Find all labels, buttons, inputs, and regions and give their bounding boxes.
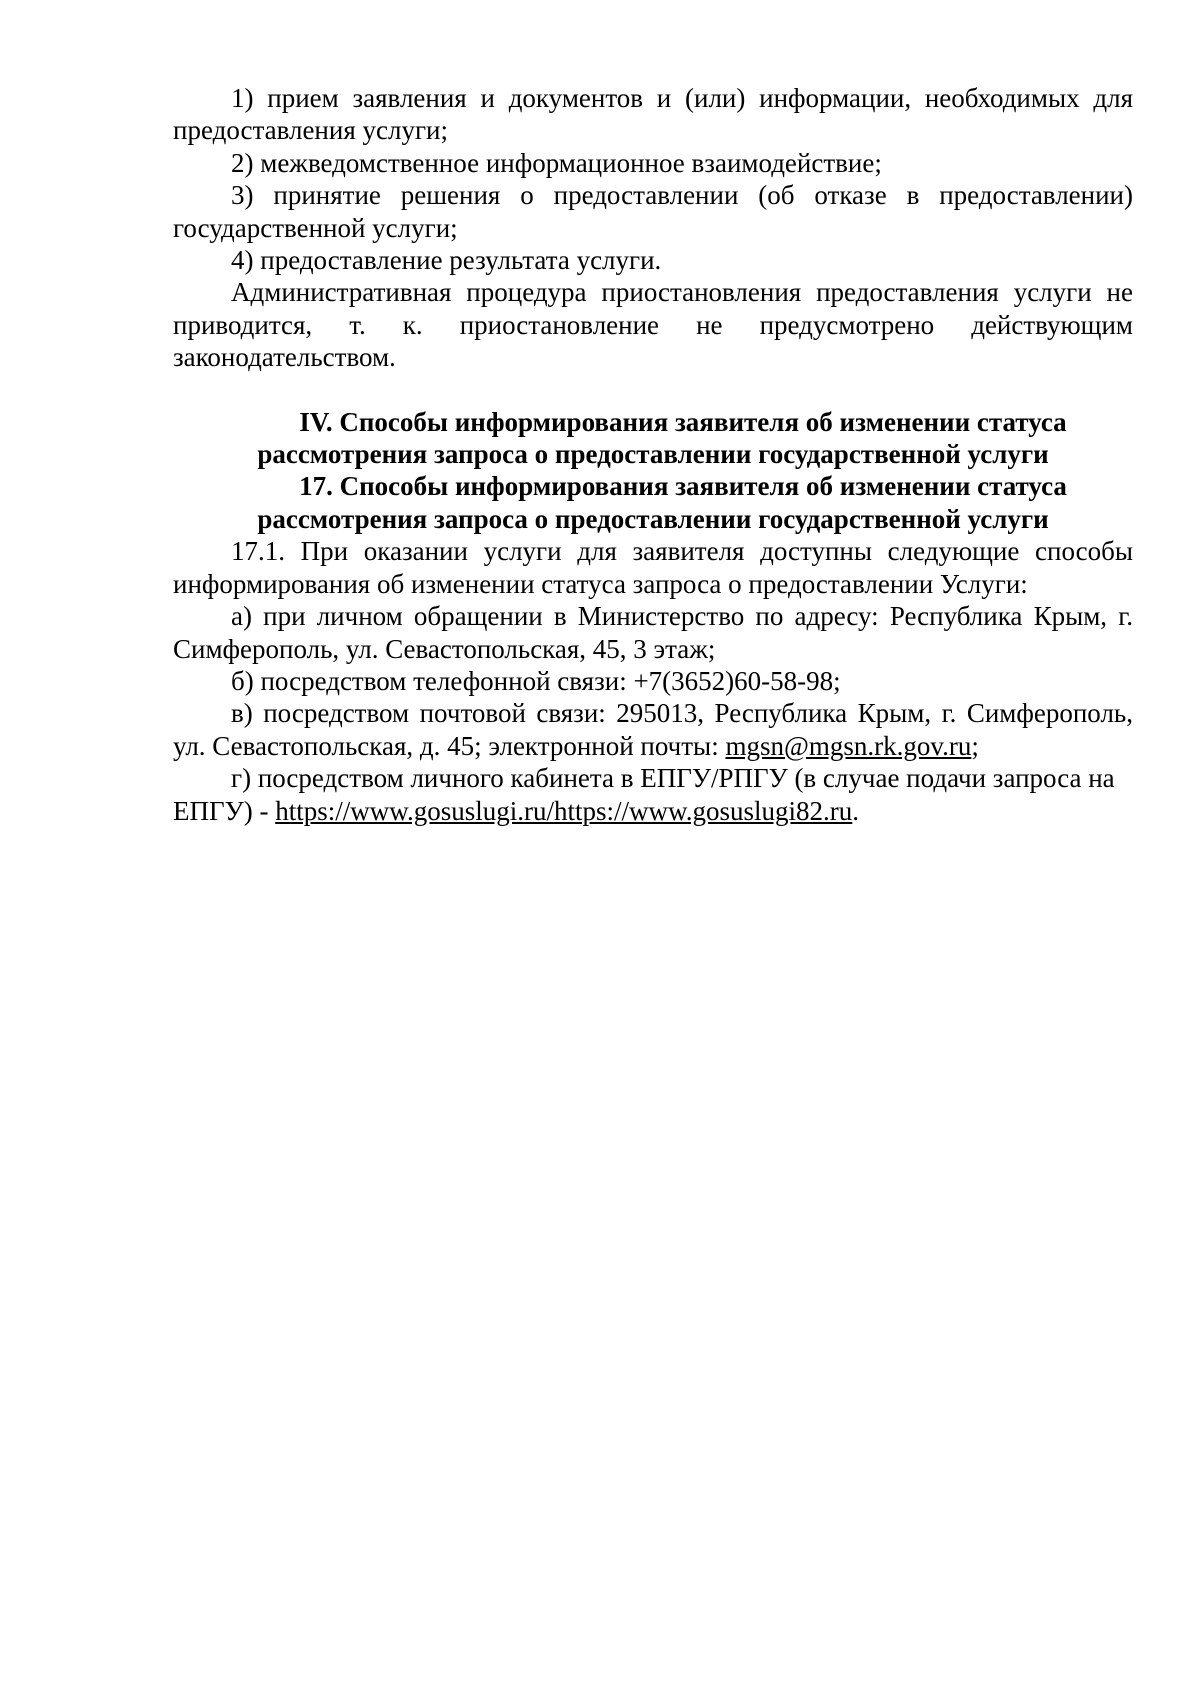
item-v-text: в) посредством почтовой связи: 295013, Республика Крым, г. Симферополь, ул. Севастопольская, д. 45; электронной почты:: [173, 698, 1133, 761]
list-item-4: 4) предоставление результата услуги.: [231, 245, 662, 276]
document-body: [173, 82, 1133, 827]
email-link[interactable]: mgsn@mgsn.rk.gov.ru: [725, 730, 972, 761]
section-iv-heading-line2: рассмотрения запроса о предоставлении государственной услуги: [257, 439, 1049, 470]
section-17-heading-line2: рассмотрения запроса о предоставлении государственной услуги: [257, 503, 1049, 534]
item-g-portal: [173, 762, 1133, 827]
suspension-note: Административная процедура приостановления предоставления услуги не приводится, т. к. приостановление не предусмотрено действующим законодательством.: [173, 277, 1133, 373]
paragraph-17-1: 17.1. При оказании услуги для заявителя доступны следующие способы информирования об изменении статуса запроса о предоставлении Услуги:: [173, 536, 1133, 599]
item-b-phone: б) посредством телефонной связи: +7(3652)60-58-98;: [231, 665, 841, 696]
item-g-end: .: [852, 795, 859, 826]
item-v-end: ;: [971, 730, 979, 761]
gosuslugi82-link[interactable]: https://www.gosuslugi82.ru: [553, 795, 853, 826]
section-iv-heading-line1: IV. Способы информирования заявителя об изменении статуса: [299, 406, 1067, 437]
item-g-text: г) посредством личного кабинета в ЕПГУ/РПГУ (в случае подачи запроса на ЕПГУ) -: [173, 763, 1115, 826]
gosuslugi-link[interactable]: https://www.gosuslugi.ru/: [275, 795, 554, 826]
item-a-address: а) при личном обращении в Министерство по адресу: Республика Крым, г. Симферополь, ул. Севастопольская, 45, 3 этаж;: [173, 601, 1133, 664]
spacer: [173, 374, 1133, 406]
item-v-mail: [173, 697, 1133, 762]
list-item-3: 3) принятие решения о предоставлении (об отказе в предоставлении) государственной услуги;: [173, 180, 1133, 243]
section-17-heading-line1: 17. Способы информирования заявителя об изменении статуса: [299, 471, 1067, 502]
section-17-heading: [173, 470, 1133, 535]
section-iv-heading: [173, 406, 1133, 471]
list-item-2: 2) межведомственное информационное взаимодействие;: [231, 147, 882, 178]
list-item-1: 1) прием заявления и документов и (или) информации, необходимых для предоставления услуги;: [173, 83, 1133, 146]
